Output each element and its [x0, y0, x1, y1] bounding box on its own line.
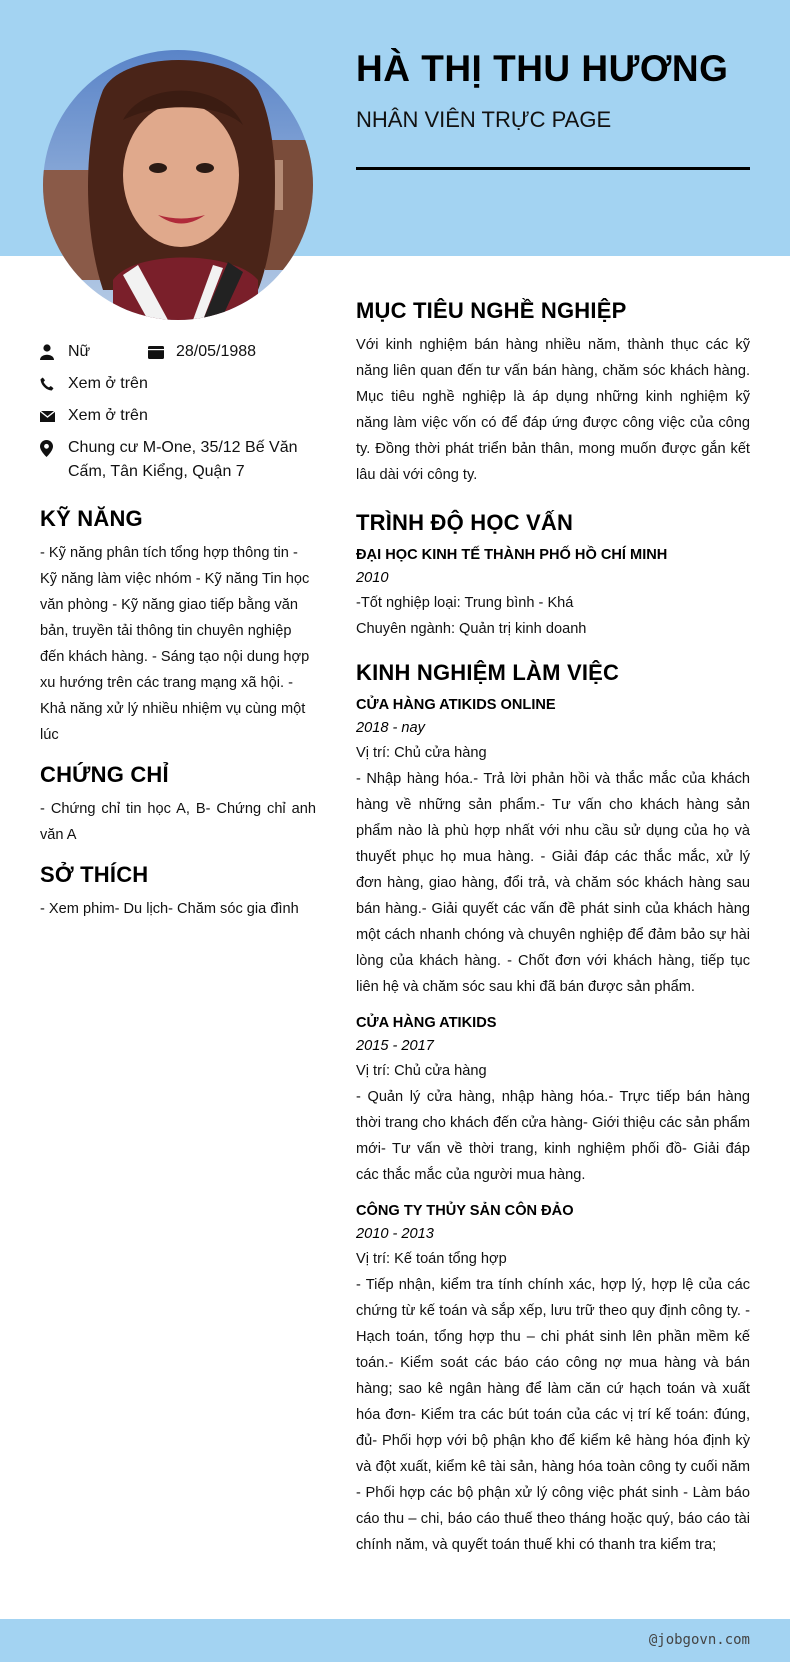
- company-name: CÔNG TY THỦY SẢN CÔN ĐẢO: [356, 1203, 574, 1219]
- education-grade: -Tốt nghiệp loại: Trung bình - Khá: [356, 595, 574, 611]
- job-position: Vị trí: Kế toán tổng hợp: [356, 1251, 507, 1267]
- job-title: NHÂN VIÊN TRỰC PAGE: [356, 107, 612, 132]
- location-pin-icon: [40, 436, 68, 460]
- info-phone: [40, 372, 316, 396]
- job-description: - Nhập hàng hóa.- Trả lời phản hồi và thắc mắc của khách hàng về những sản phẩm.- Tư vấn cho khách hàng sản phẩm nào là phù hợp nhất với nhu cầu sử dụng của họ và thuyết phục họ mua hàng. - Giải đáp các thắc mắc, xử lý đơn hàng, giao hàng, đổi trả, và chăm sóc khách hàng sau bán hàng.- Giải quyết các vấn đề phát sinh của khách hàng một cách nhanh chóng và chuyên nghiệp để đảm bảo sự hài lòng của khách hàng. - Chốt đơn với khách hàng, tiếp tục liên hệ và chăm sóc sau khi đã bán được sản phẩm.: [356, 771, 750, 995]
- job-description: - Quản lý cửa hàng, nhập hàng hóa.- Trực tiếp bán hàng thời trang cho khách đến cửa hàng- Giới thiệu các sản phẩm mới- Tư vấn về thời trang, kinh nghiệm phối đồ- Giải đáp các thắc mắc của người mua hàng.: [356, 1089, 750, 1183]
- skills-heading: KỸ NĂNG: [40, 506, 143, 531]
- title-divider: [356, 167, 750, 170]
- gender-value: Nữ: [68, 343, 91, 360]
- phone-value: Xem ở trên: [68, 375, 148, 392]
- right-column: [356, 298, 750, 1558]
- company-name: CỬA HÀNG ATIKIDS ONLINE: [356, 697, 556, 713]
- left-column: [40, 340, 316, 922]
- mail-icon: [40, 404, 68, 428]
- job-description: - Tiếp nhận, kiểm tra tính chính xác, hợp lý, hợp lệ của các chứng từ kế toán và sắp xếp, lưu trữ theo quy định công ty. - Hạch toán, tổng hợp thu – chi phát sinh lên phần mềm kế toán.- Kiểm soát các báo cáo công nợ mua hàng và bán hàng; sao kê ngân hàng để làm căn cứ hạch toán và xuất hóa đơn- Kiểm tra các bút toán của các vị trí kế toán: đúng, đủ- Phối hợp với bộ phận kho để kiểm kê hàng hóa định kỳ và đột xuất, kiểm kê tài sản, hàng hóa toàn công ty cuối năm - Phối hợp các bộ phận xử lý công việc phát sinh - Làm báo cáo thu – chi, báo cáo thuế theo tháng hoặc quý, báo cáo tài chính năm, và quyết toán thuế khi có thanh tra kiểm tra;: [356, 1277, 750, 1553]
- phone-icon: [40, 372, 68, 396]
- education-school: ĐẠI HỌC KINH TẾ THÀNH PHỐ HỒ CHÍ MINH: [356, 547, 668, 563]
- education-major: Chuyên ngành: Quản trị kinh doanh: [356, 621, 587, 637]
- objective-text: Với kinh nghiệm bán hàng nhiều năm, thành thục các kỹ năng liên quan đến tư vấn bán hàng, chăm sóc khách hàng. Mục tiêu nghề nghiệp là áp dụng những kinh nghiệm kỹ năng làm việc vốn có để đáp ứng được công việc của công ty. Đồng thời phát triển bản thân, mong muốn được gắn kết lâu dài với công ty.: [356, 337, 750, 483]
- experience-entry: [356, 1012, 750, 1188]
- certificates-text: - Chứng chỉ tin học A, B- Chứng chỉ anh văn A: [40, 801, 316, 843]
- job-period: 2015 - 2017: [356, 1038, 434, 1054]
- skills-text: - Kỹ năng phân tích tổng hợp thông tin - Kỹ năng làm việc nhóm - Kỹ năng Tin học văn phòng - Kỹ năng giao tiếp bằng văn bản, truyền tải thông tin chuyên nghiệp đến khách hàng. - Sáng tạo nội dung hợp xu hướng trên các trang mạng xã hội. - Khả năng xử lý nhiều nhiệm vụ cùng một lúc: [40, 545, 310, 743]
- company-name: CỬA HÀNG ATIKIDS: [356, 1015, 497, 1031]
- dob-value: 28/05/1988: [176, 343, 257, 360]
- education-year: 2010: [356, 570, 389, 586]
- job-position: Vị trí: Chủ cửa hàng: [356, 1063, 487, 1079]
- info-address: [40, 436, 316, 484]
- job-period: 2010 - 2013: [356, 1226, 434, 1242]
- email-value: Xem ở trên: [68, 407, 148, 424]
- profile-photo: [43, 50, 313, 320]
- job-position: Vị trí: Chủ cửa hàng: [356, 745, 487, 761]
- education-heading: TRÌNH ĐỘ HỌC VẤN: [356, 510, 574, 535]
- objective-heading: MỤC TIÊU NGHỀ NGHIỆP: [356, 298, 627, 323]
- person-name: HÀ THỊ THU HƯƠNG: [356, 48, 729, 89]
- hobbies-text: - Xem phim- Du lịch- Chăm sóc gia đình: [40, 901, 299, 917]
- calendar-icon: [148, 340, 176, 364]
- experience-heading: KINH NGHIỆM LÀM VIỆC: [356, 660, 620, 685]
- info-gender-dob: [40, 340, 316, 364]
- job-period: 2018 - nay: [356, 720, 425, 736]
- experience-entry: [356, 694, 750, 1000]
- address-value: Chung cư M-One, 35/12 Bế Văn Cấm, Tân Kiểng, Quận 7: [68, 439, 298, 480]
- person-icon: [40, 340, 68, 364]
- info-email: [40, 404, 316, 428]
- certificates-heading: CHỨNG CHỈ: [40, 762, 169, 787]
- hobbies-heading: SỞ THÍCH: [40, 862, 149, 887]
- experience-entry: [356, 1200, 750, 1558]
- footer-watermark: @jobgovn.com: [648, 1632, 750, 1648]
